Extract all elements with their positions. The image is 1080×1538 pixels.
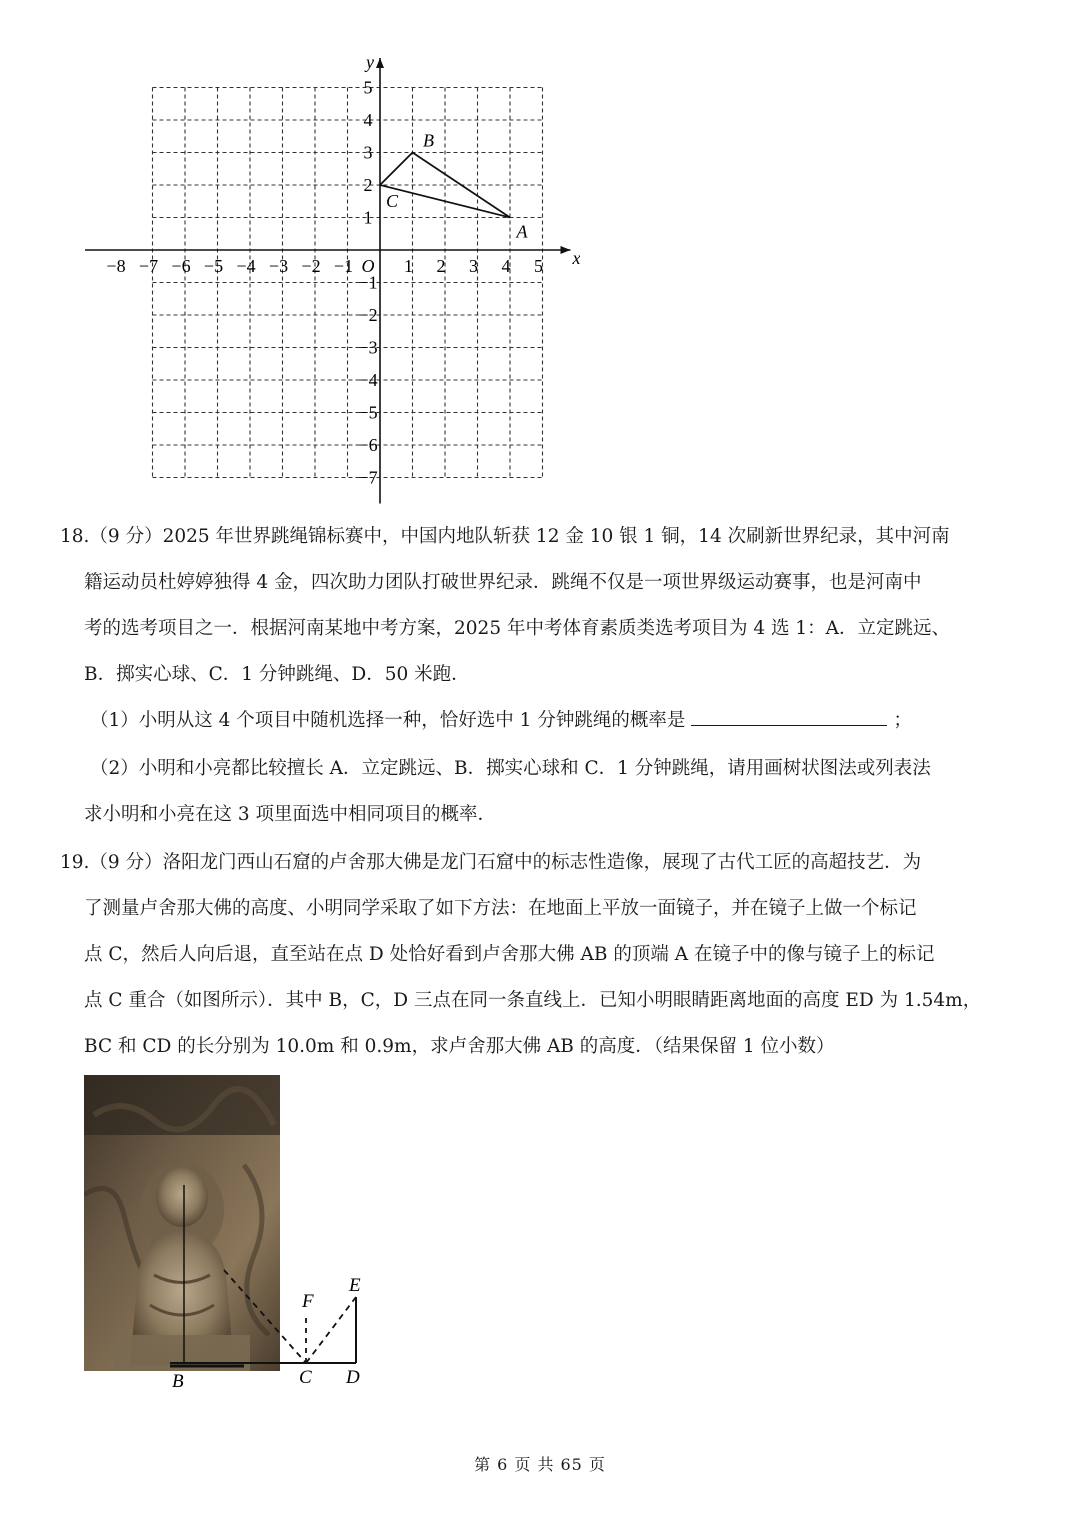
label-b: B (172, 1371, 184, 1392)
label-c: C (299, 1367, 312, 1388)
q19-score: （9 分） (89, 852, 163, 873)
q18-sub2-line: （2）小明和小亮都比较擅长 A．立定跳远、B．掷实心球和 C．1 分钟跳绳，请用画树状图法或列表法 (90, 758, 931, 779)
x-axis-label: x (572, 248, 580, 268)
x-tick-label: −7 (138, 256, 159, 276)
buddha-mirror-figure (84, 1075, 384, 1395)
q19-number: 19. (60, 852, 90, 873)
y-tick-label: −4 (358, 370, 378, 390)
q19-text-line: 点 C，然后人向后退，直至站在点 D 处恰好看到卢舍那大佛 AB 的顶端 A 在镜子中的像与镜子上的标记 (84, 944, 935, 965)
label-d: D (346, 1367, 360, 1388)
y-axis-arrow (376, 58, 384, 68)
y-tick-label: −2 (358, 305, 378, 325)
point-label-c: C (385, 191, 399, 211)
q18-score: （9 分） (89, 526, 163, 547)
x-tick-label: −4 (236, 256, 256, 276)
label-f: F (302, 1291, 314, 1312)
x-tick-label: −8 (106, 256, 126, 276)
coordinate-grid-figure (80, 50, 580, 510)
grid-lines (153, 88, 543, 478)
y-tick-label: 2 (363, 175, 373, 195)
axes (85, 58, 571, 504)
y-tick-label: −5 (358, 402, 378, 423)
x-tick-label: −3 (268, 256, 289, 276)
q18-text-line: 考的选考项目之一．根据河南某地中考方案，2025 年中考体育素质类选考项目为 4 选 1：A．立定跳远、 (84, 618, 951, 639)
q18-sub1-text: （1）小明从这 4 个项目中随机选择一种，恰好选中 1 分钟跳绳的概率是 (90, 710, 686, 731)
footer-prefix: 第 (474, 1455, 492, 1474)
q18-sub1-end: ； (893, 710, 912, 731)
footer-total-pages: 65 (560, 1455, 583, 1474)
q19-text-line: 洛阳龙门西山石窟的卢舍那大佛是龙门石窟中的标志性造像，展现了古代工匠的高超技艺．为 (162, 852, 922, 873)
tick-labels (106, 52, 580, 488)
q19-text-line: 点 C 重合（如图所示）．其中 B，C，D 三点在同一条直线上．已知小明眼睛距离地面的高度 ED 为 1.54m， (84, 990, 982, 1011)
x-tick-label: 1 (404, 256, 413, 276)
y-tick-label: −1 (358, 272, 378, 293)
y-tick-label: 1 (363, 207, 373, 228)
q19-text-line: BC 和 CD 的长分别为 10.0m 和 0.9m，求卢舍那大佛 AB 的高度．（结果保留 1 位小数） (84, 1036, 835, 1057)
x-tick-label: −5 (203, 256, 224, 276)
y-tick-label: 5 (363, 77, 373, 98)
page-footer (0, 1452, 1080, 1475)
y-tick-label: −6 (358, 435, 378, 455)
footer-page-number: 6 (497, 1455, 509, 1474)
x-tick-label: 3 (469, 256, 478, 276)
q18-text-line: 2025 年世界跳绳锦标赛中，中国内地队斩获 12 金 10 银 1 铜，14 次刷新世界纪录，其中河南 (162, 526, 950, 547)
footer-suffix: 页 (588, 1455, 606, 1474)
x-tick-label: −2 (301, 256, 321, 276)
q18-number: 18. (60, 526, 90, 547)
origin-label: O (361, 256, 375, 276)
point-label-a: A (516, 221, 528, 242)
q18-line-1 (60, 522, 950, 548)
label-e: E (349, 1275, 361, 1296)
q18-text-line: 籍运动员杜婷婷独得 4 金，四次助力团队打破世界纪录．跳绳不仅是一项世界级运动赛事，也是河南中 (84, 572, 922, 593)
y-axis-label: y (366, 52, 374, 72)
x-tick-label: −1 (333, 256, 354, 276)
q18-text-line: B．掷实心球、C．1 分钟跳绳、D．50 米跑． (84, 664, 470, 685)
x-tick-label: 2 (436, 256, 446, 276)
y-tick-label: 3 (363, 142, 373, 163)
q18-sub1 (90, 706, 912, 732)
y-tick-label: 4 (363, 110, 373, 130)
point-label-b: B (423, 130, 434, 151)
x-tick-label: 5 (534, 256, 543, 276)
buddha-photo (84, 1075, 280, 1371)
y-tick-label: −3 (358, 337, 378, 358)
x-tick-label: 4 (501, 256, 511, 276)
x-axis-arrow (561, 246, 571, 254)
q19-line-1 (60, 848, 921, 874)
answer-blank[interactable] (691, 707, 887, 726)
q18-sub2-line: 求小明和小亮在这 3 项里面选中相同项目的概率． (84, 804, 497, 825)
y-tick-label: −7 (358, 467, 378, 488)
footer-middle: 页 共 (514, 1455, 555, 1474)
q19-text-line: 了测量卢舍那大佛的高度、小明同学采取了如下方法：在地面上平放一面镜子，并在镜子上做一个标记 (84, 898, 917, 919)
x-tick-label: −6 (171, 256, 191, 276)
